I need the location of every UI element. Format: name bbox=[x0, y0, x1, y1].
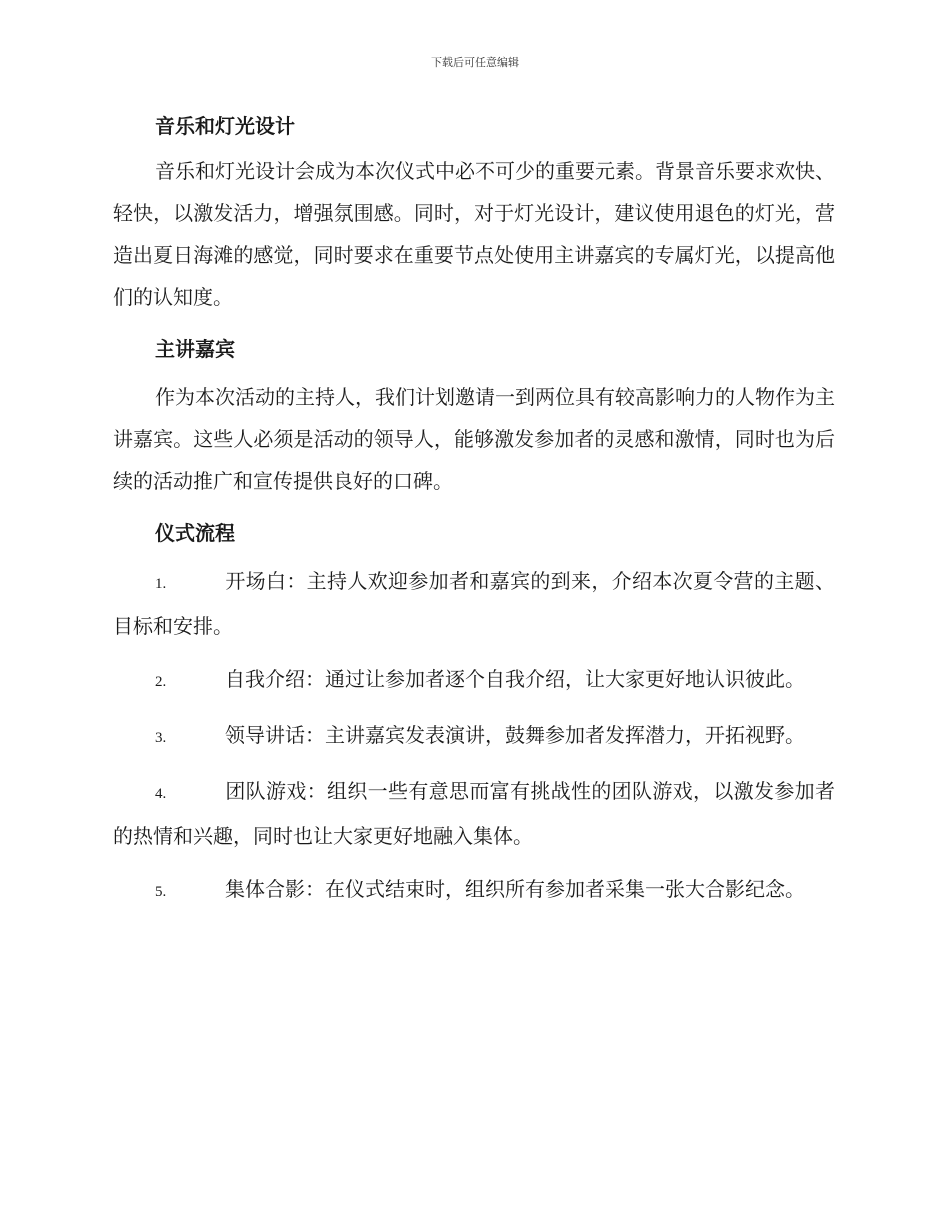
list-item-number: 2. bbox=[155, 674, 167, 690]
list-item-text: 开场白：主持人欢迎参加者和嘉宾的到来，介绍本次夏令营的主题、目标和安排。 bbox=[113, 569, 835, 638]
section-paragraph: 音乐和灯光设计会成为本次仪式中必不可少的重要元素。背景音乐要求欢快、轻快，以激发活力，增强氛围感。同时，对于灯光设计，建议使用退色的灯光，营造出夏日海滩的感觉，同时要求在重要节点处使用主讲嘉宾的专属灯光，以提高他们的认知度。 bbox=[113, 159, 835, 309]
section-heading: 仪式流程 bbox=[155, 521, 235, 545]
flow-list bbox=[113, 560, 835, 913]
header-note: 下载后可任意编辑 bbox=[431, 56, 519, 69]
section-ceremony-flow bbox=[113, 515, 835, 913]
section-heading: 主讲嘉宾 bbox=[155, 337, 235, 361]
list-item bbox=[113, 714, 835, 759]
list-item bbox=[113, 560, 835, 647]
section-paragraph: 作为本次活动的主持人，我们计划邀请一到两位具有较高影响力的人物作为主讲嘉宾。这些人必须是活动的领导人，能够激发参加者的灵感和激情，同时也为后续的活动推广和宣传提供良好的口碑。 bbox=[113, 385, 835, 493]
list-item-text: 领导讲话：主讲嘉宾发表演讲，鼓舞参加者发挥潜力，开拓视野。 bbox=[225, 723, 805, 747]
list-item-text: 团队游戏：组织一些有意思而富有挑战性的团队游戏，以激发参加者的热情和兴趣，同时也让大家更好地融入集体。 bbox=[113, 779, 835, 848]
list-item bbox=[113, 770, 835, 857]
list-item bbox=[113, 868, 835, 913]
list-item-text: 集体合影：在仪式结束时，组织所有参加者采集一张大合影纪念。 bbox=[225, 877, 805, 901]
section-speakers bbox=[113, 331, 835, 502]
list-item bbox=[113, 658, 835, 703]
document-body bbox=[113, 108, 835, 924]
list-item-text: 自我介绍：通过让参加者逐个自我介绍，让大家更好地认识彼此。 bbox=[225, 667, 805, 691]
list-item-number: 3. bbox=[155, 730, 167, 746]
section-heading: 音乐和灯光设计 bbox=[155, 114, 295, 138]
list-item-number: 4. bbox=[155, 786, 167, 802]
list-item-number: 1. bbox=[155, 576, 167, 592]
list-item-number: 5. bbox=[155, 884, 167, 900]
section-music-lighting bbox=[113, 108, 835, 318]
